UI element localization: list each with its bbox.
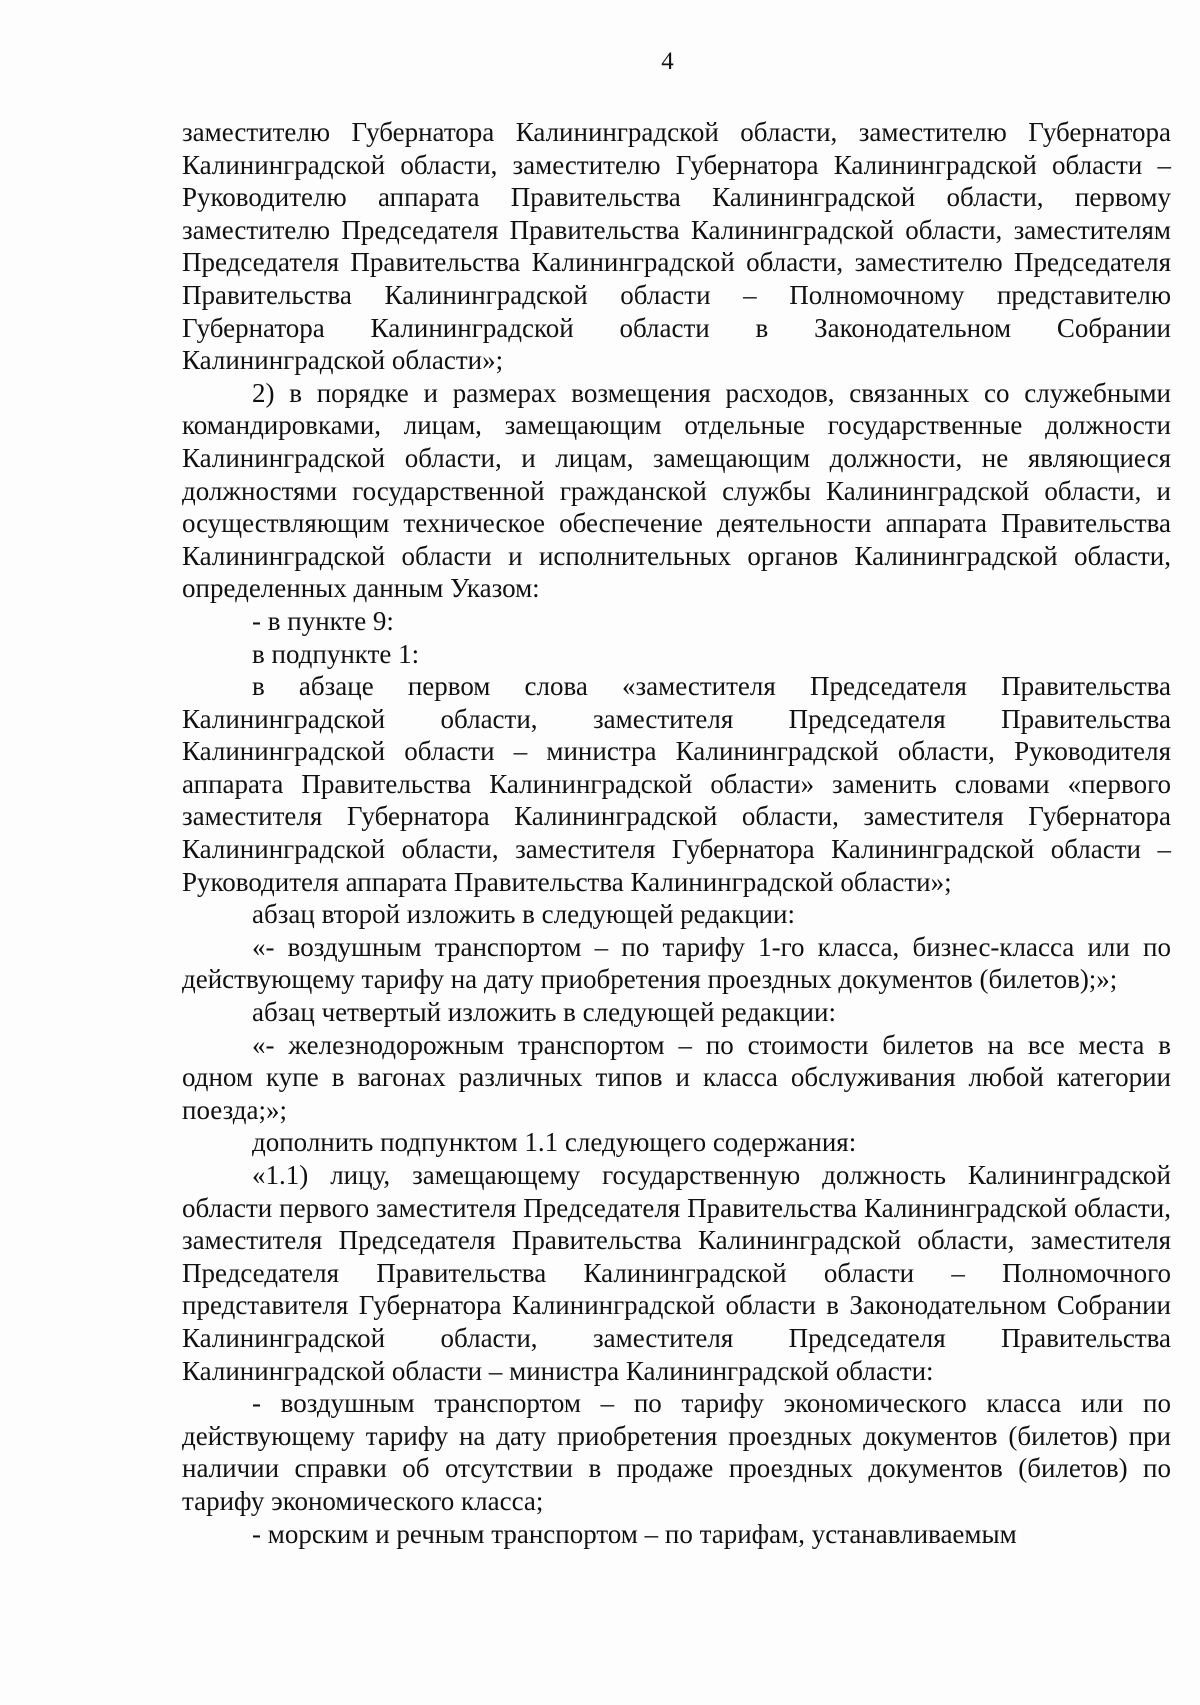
paragraph-13: - морским и речным транспортом – по тарифам, устанавливаемым — [252, 1518, 1017, 1549]
paragraph-5: в абзаце первом слова «заместителя Председателя Правительства Калининградской области, заместителя Председателя Правительства Калининградской области – министра Калининградской области, Руководителя аппарата Правительства Калининградской области» заменить словами «первого заместителя Губернатора Калининградской области, заместителя Губернатора Калининградской области, заместителя Губернатора Калининградской области – Руководителя аппарата Правительства Калининградской области»; — [182, 671, 1171, 897]
paragraph-4: в подпункте 1: — [252, 638, 420, 669]
paragraph-11: «1.1) лицу, замещающему государственную должность Калининградской области первого заместителя Председателя Правительства Калининградской области, заместителя Председателя Правительства Калининградской области, заместителя Председателя Правительства Калининградской области – Полномочного представителя Губернатора Калининградской области в Законодательном Собрании Калининградской области, заместителя Председателя Правительства Калининградской области – министра Калининградской области: — [182, 1160, 1171, 1386]
paragraph-9: «- железнодорожным транспортом – по стоимости билетов на все места в одном купе в вагонах различных типов и класса обслуживания любой категории поезда;»; — [182, 1029, 1171, 1125]
paragraph-8: абзац четвертый изложить в следующей редакции: — [252, 997, 836, 1028]
paragraph-1: заместителю Губернатора Калининградской области, заместителю Губернатора Калининградской области, заместителю Губернатора Калининградской области – Руководителю аппарата Правительства Калининградской области, первому заместителю Председателя Правительства Калининградской области, заместителям Председателя Правительства Калининградской области, заместителю Председателя Правительства Калининградской области – Полномочному представителю Губернатора Калининградской области в Законодательном Собрании Калининградской области»; — [182, 117, 1171, 376]
paragraph-6: абзац второй изложить в следующей редакции: — [252, 899, 795, 930]
document-body — [182, 116, 1171, 1550]
paragraph-12: - воздушным транспортом – по тарифу экономического класса или по действующему тарифу на дату приобретения проездных документов (билетов) при наличии справки об отсутствии в продаже проездных документов (билетов) по тарифу экономического класса; — [182, 1388, 1171, 1516]
page-number: 4 — [661, 48, 674, 75]
paragraph-10: дополнить подпунктом 1.1 следующего содержания: — [252, 1127, 857, 1158]
paragraph-2: 2) в порядке и размерах возмещения расходов, связанных со служебными командировками, лицам, замещающим отдельные государственные должности Калининградской области, и лицам, замещающим должности, не являющиеся должностями государственной гражданской службы Калининградской области, и осуществляющим техническое обеспечение деятельности аппарата Правительства Калининградской области и исполнительных органов Калининградской области, определенных данным Указом: — [182, 377, 1171, 604]
paragraph-7: «- воздушным транспортом – по тарифу 1-го класса, бизнес-класса или по действующему тарифу на дату приобретения проездных документов (билетов);»; — [182, 931, 1171, 995]
paragraph-3: - в пункте 9: — [252, 605, 394, 636]
